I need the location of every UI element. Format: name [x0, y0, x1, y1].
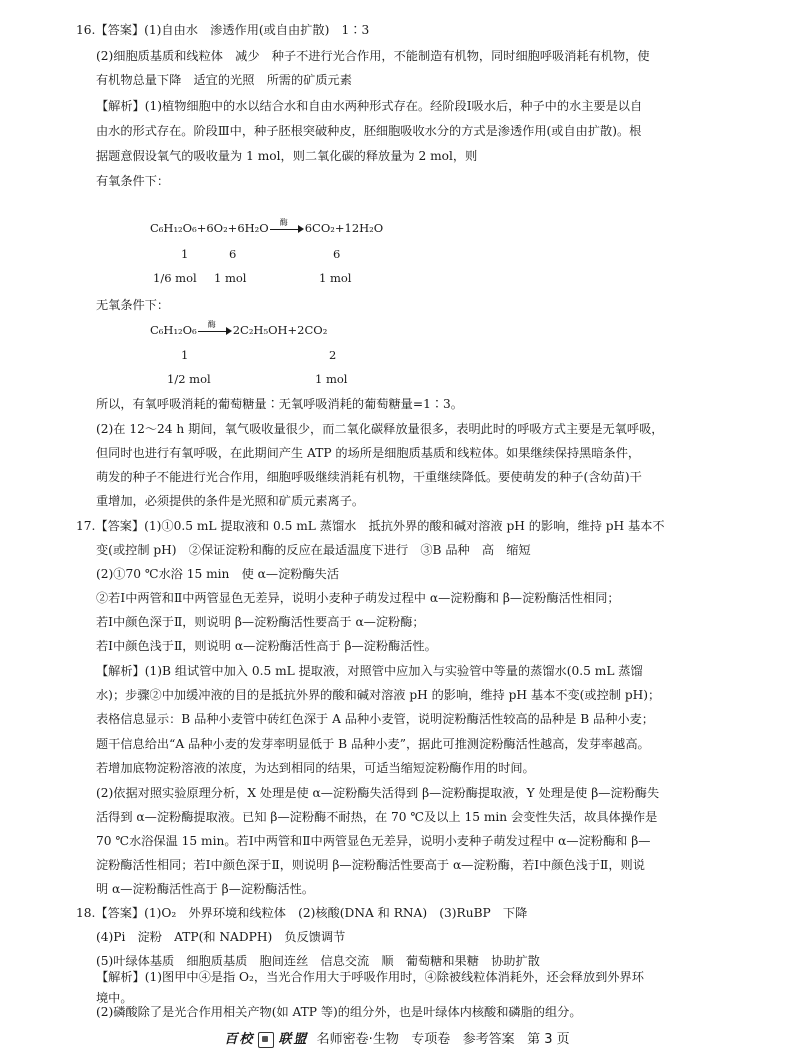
- q17-answer-line-5: 若Ⅰ中颜色深于Ⅱ，则说明 β—淀粉酶活性要高于 α—淀粉酶；: [96, 615, 425, 629]
- aerobic-mol-oxygen: 1 mol: [214, 271, 247, 285]
- aerobic-coef-oxygen: 6: [229, 247, 237, 261]
- q17-analysis-line-9: 淀粉酶活性相同；若Ⅰ中颜色深于Ⅱ，则说明 β—淀粉酶活性要高于 α—淀粉酶，若Ⅰ中颜色浅于Ⅱ，则说: [96, 858, 645, 872]
- anaerobic-mol-co2: 1 mol: [315, 372, 348, 386]
- aerobic-mol-glucose: 1/6 mol: [153, 271, 197, 285]
- q16-answer-line-3: 有机物总量下降 适宜的光照 所需的矿质元素: [96, 73, 352, 87]
- anaerobic-mol-glucose: 1/2 mol: [167, 372, 211, 386]
- page-footer: [0, 1028, 794, 1048]
- q18-analysis-line-2: 境中。: [96, 991, 133, 1005]
- q18-answer-line-3: (5)叶绿体基质 细胞质基质 胞间连丝 信息交流 顺 葡萄糖和果糖 协助扩散: [96, 954, 540, 968]
- enzyme-arrow-icon: [198, 320, 232, 336]
- brand-left: 百校: [224, 1032, 255, 1047]
- q17-analysis-line-8: 70 ℃水浴保温 15 min。若Ⅰ中两管和Ⅱ中两管显色无差异，说明小麦种子萌发过程中 α—淀粉酶和 β—: [96, 834, 651, 848]
- q16-part2-line-4: 重增加，必须提供的条件是光照和矿质元素离子。: [96, 494, 365, 508]
- anaerobic-products: 2C₂H₅OH+2CO₂: [232, 323, 328, 337]
- document-type: 参考答案: [462, 1032, 515, 1047]
- aerobic-reactants: C₆H₁₂O₆+6O₂+6H₂O: [150, 221, 269, 235]
- q17-analysis-line-1: 【解析】(1)B 组试管中加入 0.5 mL 提取液，对照管中应加入与实验管中等量的蒸馏水(0.5 mL 蒸馏: [96, 664, 643, 678]
- q18-answer-line-2: (4)Pi 淀粉 ATP(和 NADPH) 负反馈调节: [96, 930, 346, 944]
- enzyme-label: 酶: [207, 320, 216, 329]
- series-name: 名师密卷: [316, 1032, 369, 1047]
- q17-analysis-line-7: 活得到 α—淀粉酶提取液。已知 β—淀粉酶不耐热，在 70 ℃及以上 15 min 会变性失活，故具体操作是: [96, 810, 658, 824]
- anaerobic-coef-glucose: 1: [181, 348, 189, 362]
- paper-type: 专项卷: [411, 1032, 451, 1047]
- aerobic-coef-co2: 6: [333, 247, 341, 261]
- separator-dot: ·: [368, 1032, 373, 1047]
- q17-analysis-line-10: 明 α—淀粉酶活性高于 β—淀粉酶活性。: [96, 882, 315, 896]
- brand-logo-icon: [258, 1032, 274, 1048]
- q17-answer-line-1: 17.【答案】(1)①0.5 mL 提取液和 0.5 mL 蒸馏水 抵抗外界的酸和碱对溶液 pH 的影响，维持 pH 基本不: [76, 519, 665, 533]
- q16-anaerobic-label: 无氧条件下：: [96, 298, 170, 312]
- q18-analysis-line-1: 【解析】(1)图甲中④是指 O₂，当光合作用大于呼吸作用时，④除被线粒体消耗外，还会释放到外界环: [96, 970, 644, 984]
- q16-analysis-line-2: 由水的形式存在。阶段Ⅲ中，种子胚根突破种皮，胚细胞吸收水分的方式是渗透作用(或自由扩散)。根: [96, 124, 642, 138]
- q16-part2-line-2: 但同时也进行有氧呼吸，在此期间产生 ATP 的场所是细胞质基质和线粒体。如果继续保持黑暗条件，: [96, 446, 641, 460]
- aerobic-equation: [150, 220, 383, 236]
- subject-name: 生物: [372, 1032, 399, 1047]
- q16-part2-line-1: (2)在 12～24 h 期间，氧气吸收量很少，而二氧化碳释放量很多，表明此时的呼吸方式主要是无氧呼吸，: [96, 422, 664, 436]
- aerobic-products: 6CO₂+12H₂O: [304, 221, 384, 235]
- q18-analysis-line-3: (2)磷酸除了是光合作用相关产物(如 ATP 等)的组分外，也是叶绿体内核酸和磷脂的组分。: [96, 1005, 582, 1019]
- q16-part2-line-3: 萌发的种子不能进行光合作用，细胞呼吸继续消耗有机物，干重继续降低。要使萌发的种子(含幼苗)干: [96, 470, 642, 484]
- aerobic-mol-co2: 1 mol: [319, 271, 352, 285]
- q17-analysis-line-5: 若增加底物淀粉溶液的浓度，为达到相同的结果，可适当缩短淀粉酶作用的时间。: [96, 761, 535, 775]
- q17-answer-line-6: 若Ⅰ中颜色浅于Ⅱ，则说明 α—淀粉酶活性高于 β—淀粉酶活性。: [96, 639, 437, 653]
- q16-analysis-line-3: 据题意假设氧气的吸收量为 1 mol，则二氧化碳的释放量为 2 mol，则: [96, 149, 478, 163]
- q16-ratio-line: 所以，有氧呼吸消耗的葡萄糖量∶无氧呼吸消耗的葡萄糖量=1∶3。: [96, 397, 463, 411]
- q17-analysis-line-4: 题干信息给出“A 品种小麦的发芽率明显低于 B 品种小麦”，据此可推测淀粉酶活性越高，发芽率越高。: [96, 737, 650, 751]
- q17-answer-line-3: (2)①70 ℃水浴 15 min 使 α—淀粉酶失活: [96, 567, 340, 581]
- q16-answer-line-1: 16.【答案】(1)自由水 渗透作用(或自由扩散) 1∶3: [76, 23, 370, 37]
- enzyme-label: 酶: [279, 218, 288, 227]
- q17-analysis-line-2: 水)；步骤②中加缓冲液的目的是抵抗外界的酸和碱对溶液 pH 的影响，维持 pH 基本不变(或控制 pH)；: [96, 688, 661, 702]
- q18-answer-line-1: 18.【答案】(1)O₂ 外界环境和线粒体 (2)核酸(DNA 和 RNA) (3)RuBP 下降: [76, 906, 528, 920]
- q16-aerobic-label: 有氧条件下：: [96, 174, 170, 188]
- anaerobic-equation: [150, 322, 327, 338]
- q17-answer-line-2: 变(或控制 pH) ②保证淀粉和酶的反应在最适温度下进行 ③B 品种 高 缩短: [96, 543, 531, 557]
- page-number: 第 3 页: [527, 1032, 570, 1047]
- q17-answer-line-4: ②若Ⅰ中两管和Ⅱ中两管显色无差异，说明小麦种子萌发过程中 α—淀粉酶和 β—淀粉酶活性相同；: [96, 591, 620, 605]
- aerobic-coef-glucose: 1: [181, 247, 189, 261]
- q16-answer-line-2: (2)细胞质基质和线粒体 减少 种子不进行光合作用，不能制造有机物，同时细胞呼吸消耗有机物，使: [96, 49, 650, 63]
- q17-analysis-line-3: 表格信息显示：B 品种小麦管中砖红色深于 A 品种小麦管，说明淀粉酶活性较高的品种是 B 品种小麦；: [96, 712, 654, 726]
- anaerobic-reactants: C₆H₁₂O₆: [150, 323, 197, 337]
- brand-right: 联盟: [278, 1032, 309, 1047]
- q17-analysis-line-6: (2)依据对照实验原理分析，X 处理是使 α—淀粉酶失活得到 β—淀粉酶提取液，Y 处理是使 β—淀粉酶失: [96, 786, 660, 800]
- enzyme-arrow-icon: [270, 218, 304, 234]
- q16-analysis-line-1: 【解析】(1)植物细胞中的水以结合水和自由水两种形式存在。经阶段Ⅰ吸水后，种子中的水主要是以自: [96, 99, 643, 113]
- anaerobic-coef-co2: 2: [329, 348, 337, 362]
